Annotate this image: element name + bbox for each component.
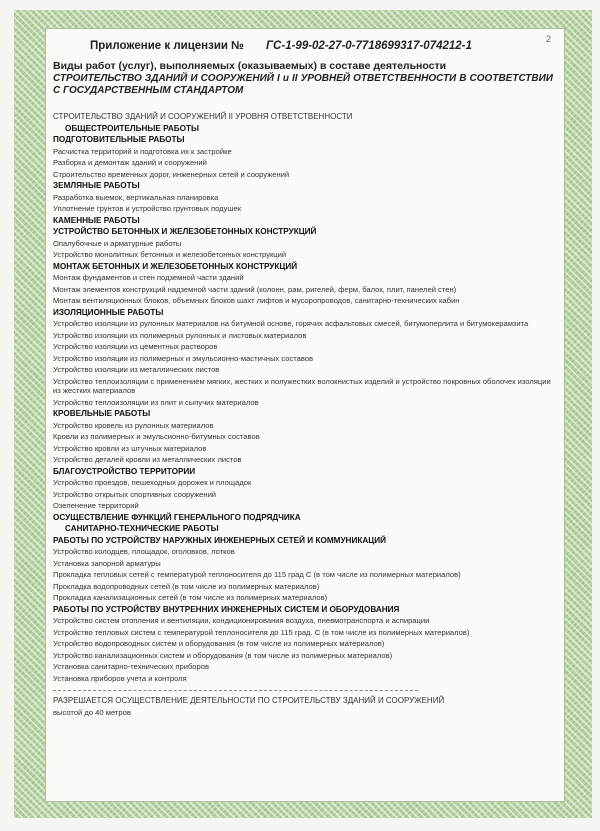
list-item: Установка запорной арматуры (53, 558, 161, 568)
section-heading: УСТРОЙСТВО БЕТОННЫХ И ЖЕЛЕЗОБЕТОННЫХ КОНСТРУКЦИЙ (53, 227, 317, 236)
list-item: Прокладка водопроводных сетей (в том числе из полимерных материалов) (53, 581, 320, 591)
list-item: Устройство деталей кровли из металлических листов (53, 455, 242, 464)
list-item: Устройство тепловых систем с температурой теплоносителя до 115 град. С (в том числе из полимерных материалов) (53, 627, 470, 637)
list-item: Уплотнение грунтов и устройство грунтовых подушек (53, 204, 242, 213)
list-item: Монтаж фундаментов и стен подземной части зданий (53, 273, 244, 282)
list-item: Устройство открытых спортивных сооружений (53, 489, 217, 499)
section-heading: ОБЩЕСТРОИТЕЛЬНЫЕ РАБОТЫ (65, 123, 200, 133)
list-item: Устройство кровель из рулонных материалов (53, 420, 214, 430)
page-number: 2 (545, 34, 551, 44)
section-heading: ЗЕМЛЯНЫЕ РАБОТЫ (53, 181, 140, 190)
list-item: Устройство изоляции из металлических листов (53, 365, 220, 374)
list-item: Установка приборов учета и контроля (53, 673, 187, 683)
works-list (53, 111, 553, 718)
list-item: Расчистка территорий и подготовка их к застройке (53, 146, 232, 156)
list-item: Разработка выемок, вертикальная планировка (53, 192, 219, 202)
list-item: Устройство теплоизоляции из плит и сыпучих материалов (53, 397, 259, 407)
list-item: Устройство изоляции из рулонных материалов на битумной основе, горячих асфальтовых смесей, битумоперлита и битумокерамзита (53, 319, 529, 328)
section-heading: РАБОТЫ ПО УСТРОЙСТВУ ВНУТРЕННИХ ИНЖЕНЕРНЫХ СИСТЕМ И ОБОРУДОВАНИЯ (53, 604, 400, 614)
section-heading: МОНТАЖ БЕТОННЫХ И ЖЕЛЕЗОБЕТОННЫХ КОНСТРУКЦИЙ (53, 261, 298, 271)
list-item: Устройство кровли из штучных материалов (53, 443, 207, 453)
certificate-border (14, 10, 592, 818)
section-heading: РАБОТЫ ПО УСТРОЙСТВУ НАРУЖНЫХ ИНЖЕНЕРНЫХ СЕТЕЙ И КОММУНИКАЦИЙ (53, 535, 387, 545)
title-text: Приложение к лицензии № (90, 40, 244, 52)
document-page (45, 28, 565, 802)
section-heading: ПОДГОТОВИТЕЛЬНЫЕ РАБОТЫ (53, 135, 185, 144)
list-item: Прокладка тепловых сетей с температурой теплоносителя до 115 град С (в том числе из полимерных материалов) (53, 570, 461, 579)
document-subtitle: Виды работ (услуг), выполняемых (оказываемых) в составе деятельности (53, 60, 447, 72)
section-heading: ОСУЩЕСТВЛЕНИЕ ФУНКЦИЙ ГЕНЕРАЛЬНОГО ПОДРЯДЧИКА (53, 512, 301, 522)
list-item: Устройство систем отопления и вентиляции, кондиционирования воздуха, пневмотранспорта и аспирации (53, 616, 430, 625)
list-item: Опалубочные и арматурные работы (53, 238, 182, 248)
license-number: ГС-1-99-02-27-0-7718699317-074212-1 (266, 40, 472, 52)
list-item: Монтаж элементов конструкций надземной части зданий (колонн, рам, ригелей, ферм, балок, плит, панелей стен) (53, 284, 457, 294)
list-item: Кровли из полимерных и эмульсионно-битумных составов (53, 432, 260, 441)
list-item: СТРОИТЕЛЬСТВО ЗДАНИЙ И СООРУЖЕНИЙ II УРОВНЯ ОТВЕТСТВЕННОСТИ (53, 112, 353, 121)
list-item: Устройство монолитных бетонных и железобетонных конструкций (53, 250, 287, 259)
section-heading: САНИТАРНО-ТЕХНИЧЕСКИЕ РАБОТЫ (65, 524, 219, 533)
document-title (90, 40, 472, 52)
list-item: Устройство канализационных систем и оборудования (в том числе из полимерных материалов) (53, 650, 393, 660)
section-heading: КРОВЕЛЬНЫЕ РАБОТЫ (53, 409, 151, 418)
list-item: Монтаж вентиляционных блоков, объемных блоков шахт лифтов и мусоропроводов, санитарно-технических кабин (53, 296, 460, 305)
list-item: Озеленение территорий (53, 501, 139, 510)
list-item: Устройство теплоизоляции с применением мягких, жестких и полужестких волокнистых изделий и устройство покровных оболочек изоляции из жестких материалов (53, 376, 551, 395)
list-item: Устройство проездов, пешеходных дорожек и площадок (53, 478, 252, 487)
list-item: Устройство изоляции из полимерных рулонных и листовых материалов (53, 330, 307, 340)
list-item: Устройство изоляции из цементных растворов (53, 342, 218, 351)
list-item: Строительство временных дорог, инженерных сетей и сооружений (53, 169, 290, 179)
section-heading: КАМЕННЫЕ РАБОТЫ (53, 215, 140, 225)
divider (53, 690, 418, 691)
list-item: Прокладка канализационных сетей (в том числе из полимерных материалов) (53, 593, 328, 602)
list-item: Устройство изоляции из полимерных и эмульсионно-мастичных составов (53, 353, 314, 363)
list-item: Устройство колодцев, площадок, оголовков, лотков (53, 547, 235, 556)
permission-text: РАЗРЕШАЕТСЯ ОСУЩЕСТВЛЕНИЕ ДЕЯТЕЛЬНОСТИ ПО СТРОИТЕЛЬСТВУ ЗДАНИЙ И СООРУЖЕНИЙ (53, 696, 445, 705)
list-item: Установка санитарно-технических приборов (53, 662, 210, 671)
list-item: Устройство водопроводных систем и оборудования (в том числе из полимерных материалов) (53, 639, 385, 648)
list-item: Разборка и демонтаж зданий и сооружений (53, 158, 207, 167)
height-limit-text: высотой до 40 метров (53, 707, 131, 717)
activity-name: СТРОИТЕЛЬСТВО ЗДАНИЙ И СООРУЖЕНИЙ I и II УРОВНЕЙ ОТВЕТСТВЕННОСТИ В СООТВЕТСТВИИ С ГОСУДАРСТВЕННЫМ СТАНДАРТОМ (53, 73, 553, 96)
section-heading: БЛАГОУСТРОЙСТВО ТЕРРИТОРИИ (53, 466, 196, 476)
section-heading: ИЗОЛЯЦИОННЫЕ РАБОТЫ (53, 307, 164, 317)
